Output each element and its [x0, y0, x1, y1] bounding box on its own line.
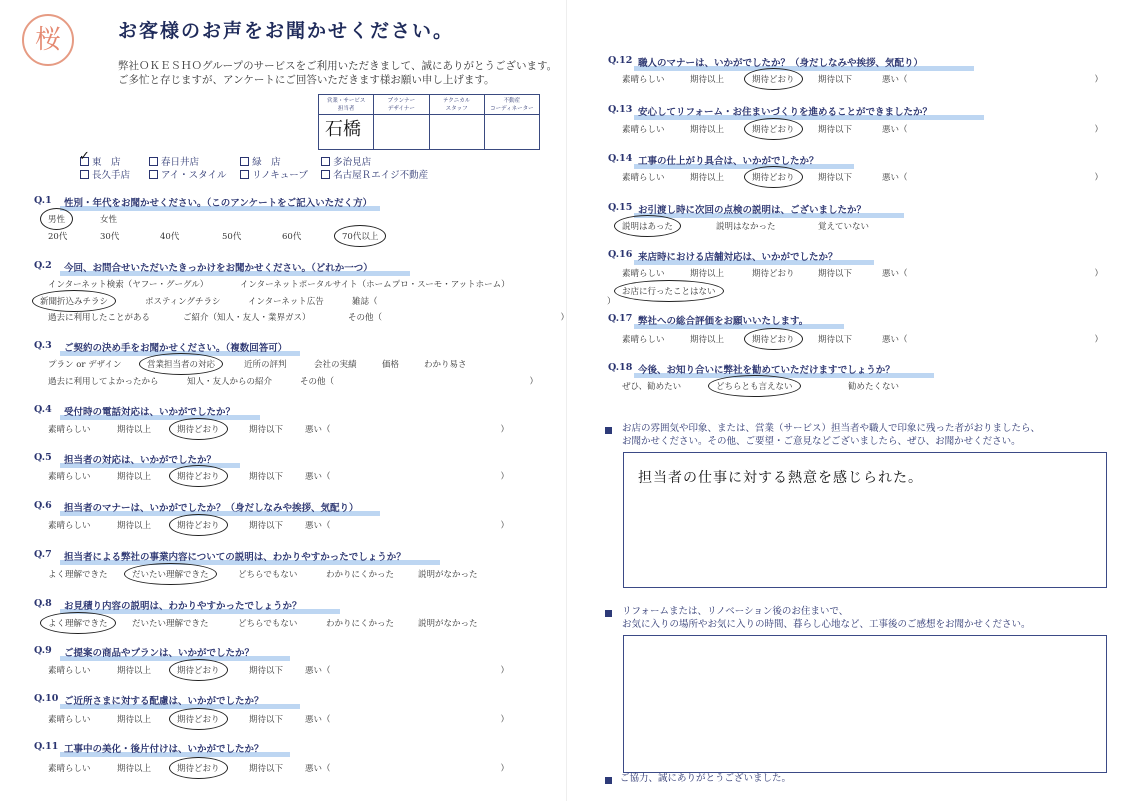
question-number: Q.18 — [608, 362, 633, 373]
answer-option[interactable]: 期待以下 — [818, 75, 853, 85]
page-title: お客様のお声をお聞かせください。 — [118, 20, 455, 42]
store-label: 東 店 — [92, 157, 121, 168]
answer-option[interactable]: 悪い（ ） — [882, 269, 1104, 279]
answer-option[interactable]: わかり易さ — [424, 360, 467, 370]
answer-option[interactable]: 60代 — [282, 232, 302, 242]
free2-prompt-1: リフォームまたは、リノベーション後のお住まいで、 — [622, 606, 849, 617]
answer-option[interactable]: ポスティングチラシ — [145, 297, 221, 307]
answer-option[interactable]: 期待どおり — [752, 75, 795, 85]
answer-option[interactable]: 覚えていない — [818, 222, 870, 232]
answer-option[interactable]: 説明はなかった — [716, 222, 776, 232]
free2-answer-box[interactable] — [623, 635, 1107, 773]
answer-option[interactable]: 期待どおり — [752, 335, 795, 345]
answer-option[interactable]: 期待以下 — [818, 125, 853, 135]
answer-option[interactable]: インターネット検索（ヤフー・グーグル） — [48, 280, 209, 290]
answer-selected-circle-icon — [334, 225, 386, 247]
question-number: Q.5 — [34, 452, 52, 463]
store-option[interactable] — [149, 154, 229, 168]
answer-option[interactable]: 悪い（ ） — [305, 425, 510, 435]
answer-option[interactable]: 期待どおり — [752, 173, 795, 183]
answer-option[interactable]: 悪い（ ） — [305, 715, 510, 725]
answer-option[interactable]: 期待以上 — [117, 425, 152, 435]
answer-option[interactable]: 期待どおり — [177, 764, 220, 774]
answer-option[interactable]: 素晴らしい — [48, 764, 91, 774]
free1-answer-box[interactable] — [623, 452, 1107, 588]
answer-option[interactable]: 素晴らしい — [622, 269, 665, 279]
answer-option[interactable]: 過去に利用してよかったから — [48, 377, 159, 387]
store-option[interactable] — [321, 154, 371, 168]
staff-header: 営業・サービス 担当者 — [319, 95, 373, 115]
answer-option[interactable]: 素晴らしい — [48, 715, 91, 725]
answer-option[interactable]: 悪い（ ） — [305, 764, 510, 774]
question-text: 今回、お問合せいただいたきっかけをお聞かせください。（どれか一つ） — [64, 263, 373, 274]
question-number: Q.3 — [34, 340, 52, 351]
staff-realestate-field[interactable] — [485, 115, 539, 149]
answer-option[interactable]: わかりにくかった — [326, 570, 395, 580]
answer-option[interactable]: 30代 — [100, 232, 120, 242]
checkbox-checked-icon[interactable] — [80, 157, 89, 166]
store-option[interactable] — [321, 167, 428, 181]
question-number: Q.9 — [34, 645, 52, 656]
answer-selected-circle-icon — [169, 514, 228, 536]
answer-selected-circle-icon — [169, 418, 228, 440]
answer-option[interactable]: 期待以上 — [117, 715, 152, 725]
answer-selected-circle-icon — [139, 353, 223, 375]
question-text: ご提案の商品やプランは、いかがでしたか？ — [64, 648, 255, 659]
intro-line-2: ご多忙と存じますが、アンケートにご回答いただきます様お願い申し上げます。 — [118, 74, 495, 86]
question-text: 工事中の美化・後片付けは、いかがでしたか？ — [64, 744, 264, 755]
free1-prompt-2: お聞かせください。その他、ご要望・ご意見などございましたら、ぜひ、お聞かせください。 — [622, 436, 1021, 447]
question-text: 弊社への総合評価をお願いいたします。 — [638, 316, 809, 327]
answer-option[interactable]: 素晴らしい — [622, 125, 665, 135]
answer-option[interactable]: インターネットポータルサイト（ホームプロ・スーモ・アットホーム） — [240, 280, 510, 290]
question-text: 工事の仕上がり具合は、いかがでしたか？ — [638, 156, 819, 167]
answer-selected-circle-icon — [744, 118, 803, 140]
question-number: Q.6 — [34, 500, 52, 511]
answer-option[interactable]: 悪い（ ） — [882, 173, 1104, 183]
question-number: Q.8 — [34, 598, 52, 609]
answer-selected-circle-icon — [744, 68, 803, 90]
free1-answer-text: 担当者の仕事に対する熱意を感じられた。 — [638, 470, 923, 486]
store-option[interactable] — [80, 167, 138, 181]
store-row-1 — [80, 154, 379, 168]
answer-option[interactable]: 期待どおり — [752, 125, 795, 135]
answer-option[interactable]: 期待以下 — [249, 666, 284, 676]
answer-option[interactable]: 悪い（ ） — [882, 75, 1104, 85]
staff-technical-field[interactable] — [430, 115, 484, 149]
question-number: Q.13 — [608, 104, 633, 115]
answer-option[interactable]: 期待以上 — [690, 173, 725, 183]
answer-option[interactable]: 20代 — [48, 232, 68, 242]
answer-option[interactable]: 悪い（ ） — [882, 335, 1104, 345]
staff-header: 不動産 コーディネーター — [485, 95, 539, 115]
answer-option[interactable]: 悪い（ ） — [882, 125, 1104, 135]
answer-option[interactable]: 悪い（ ） — [305, 472, 510, 482]
staff-header: プランナー デザイナー — [374, 95, 428, 115]
answer-option[interactable]: 素晴らしい — [48, 521, 91, 531]
free1-prompt-1: お店の雰囲気や印象、または、営業（サービス）担当者や職人で印象に残った者がおりましたら、 — [622, 423, 1041, 434]
answer-option[interactable]: 期待以上 — [690, 335, 725, 345]
answer-option[interactable]: 期待どおり — [177, 521, 220, 531]
answer-option[interactable]: インターネット広告 — [248, 297, 324, 307]
question-text: お見積り内容の説明は、わかりやすかったでしょうか？ — [64, 601, 302, 612]
answer-selected-circle-icon — [708, 375, 801, 397]
checkbox-icon[interactable] — [240, 170, 249, 179]
question-text: 性別・年代をお聞かせください。（このアンケートをご記入いただく方） — [64, 198, 373, 209]
answer-option[interactable]: どちらとも言えない — [716, 382, 793, 392]
question-number: Q.16 — [608, 249, 633, 260]
answer-selected-circle-icon — [124, 563, 217, 585]
square-bullet-icon — [605, 427, 612, 434]
store-label: 多治見店 — [333, 157, 372, 168]
answer-selected-circle-icon — [614, 215, 681, 237]
staff-table — [318, 94, 540, 150]
answer-option[interactable]: 素晴らしい — [48, 472, 91, 482]
store-option[interactable] — [149, 167, 229, 181]
staff-sales-signature[interactable]: 石橋 — [325, 119, 361, 140]
question-text: ご契約の決め手をお聞かせください。（複数回答可） — [64, 343, 288, 354]
staff-col-planner — [373, 95, 428, 149]
question-number: Q.17 — [608, 313, 633, 324]
answer-option[interactable]: 素晴らしい — [48, 425, 91, 435]
answer-option[interactable]: 期待以下 — [818, 269, 853, 279]
answer-option[interactable]: 会社の実績 — [314, 360, 357, 370]
answer-selected-circle-icon — [40, 612, 116, 634]
question-text: お引渡し時に次回の点検の説明は、ございましたか？ — [638, 205, 867, 216]
store-label: リノキューブ — [252, 170, 308, 181]
question-text: ご近所さまに対する配慮は、いかがでしたか？ — [64, 696, 264, 707]
staff-header: テクニカル スタッフ — [430, 95, 484, 115]
staff-col-technical — [429, 95, 484, 149]
question-text: 職人のマナーは、いかがでしたか？（身だしなみや挨拶、気配り） — [638, 58, 924, 69]
free2-prompt-2: お気に入りの場所やお気に入りの時間、暮らし心地など、工事後のご感想をお聞かせください。 — [622, 619, 1031, 630]
answer-option[interactable]: 期待以下 — [249, 521, 284, 531]
checkbox-icon[interactable] — [321, 170, 330, 179]
answer-option[interactable]: 期待以上 — [117, 666, 152, 676]
store-row-2 — [80, 167, 436, 181]
answer-option[interactable]: 素晴らしい — [48, 666, 91, 676]
answer-selected-circle-icon — [40, 208, 73, 230]
answer-selected-circle-icon — [169, 659, 228, 681]
answer-option[interactable]: 期待以上 — [117, 764, 152, 774]
answer-option[interactable]: 勧めたくない — [848, 382, 900, 392]
answer-option[interactable]: 期待以上 — [117, 521, 152, 531]
answer-option[interactable]: 価格 — [382, 360, 400, 370]
question-text: 今後、お知り合いに弊社を勧めていただけますでしょうか？ — [638, 365, 895, 376]
checkbox-icon[interactable] — [321, 157, 330, 166]
answer-option[interactable]: プラン or デザイン — [48, 360, 122, 370]
answer-option[interactable]: 営業担当者の対応 — [147, 360, 216, 370]
answer-option[interactable]: わかりにくかった — [326, 619, 395, 629]
answer-option[interactable]: ご紹介（知人・友人・業界ガス） — [183, 313, 311, 323]
answer-option[interactable]: 過去に利用したことがある — [48, 313, 151, 323]
answer-option[interactable]: よく理解できた — [48, 619, 108, 629]
answer-option[interactable]: 期待以下 — [249, 472, 284, 482]
answer-option[interactable]: 雑誌（ ） — [352, 297, 616, 307]
question-text: 担当者による弊社の事業内容についての説明は、わかりやすかったでしょうか？ — [64, 552, 406, 563]
answer-option[interactable]: 近所の評判 — [244, 360, 287, 370]
staff-col-realestate — [484, 95, 539, 149]
answer-option[interactable]: 期待どおり — [752, 269, 795, 279]
question-number: Q.7 — [34, 549, 52, 560]
answer-option[interactable]: 期待以上 — [690, 269, 725, 279]
question-number: Q.14 — [608, 153, 633, 164]
answer-option[interactable]: 素晴らしい — [622, 335, 665, 345]
answer-option[interactable]: 期待どおり — [177, 425, 220, 435]
answer-option[interactable]: だいたい理解できた — [132, 619, 209, 629]
store-label: 春日井店 — [161, 157, 200, 168]
answer-option[interactable]: ぜひ、勧めたい — [622, 382, 682, 392]
answer-option[interactable]: 期待以上 — [117, 472, 152, 482]
intro-line-1: 弊社ＯＫＥＳＨＯグループのサービスをご利用いただきまして、誠にありがとうございます。 — [118, 60, 558, 72]
staff-planner-field[interactable] — [374, 115, 428, 149]
answer-option[interactable]: 知人・友人からの紹介 — [187, 377, 273, 387]
answer-option[interactable]: 期待どおり — [177, 472, 220, 482]
company-seal: 桜 — [22, 14, 74, 66]
answer-option[interactable]: 女性 — [100, 215, 118, 225]
question-number: Q.11 — [34, 741, 59, 752]
answer-selected-circle-icon — [744, 166, 803, 188]
answer-option[interactable]: お店に行ったことはない — [622, 287, 716, 297]
answer-option[interactable]: 悪い（ ） — [305, 521, 510, 531]
checkbox-icon[interactable] — [149, 157, 158, 166]
answer-option[interactable]: 40代 — [160, 232, 180, 242]
answer-selected-circle-icon — [744, 328, 803, 350]
answer-option[interactable]: よく理解できた — [48, 570, 108, 580]
answer-option[interactable]: 説明はあった — [622, 222, 673, 232]
answer-selected-circle-icon — [169, 465, 228, 487]
question-number: Q.4 — [34, 404, 52, 415]
staff-col-sales — [319, 95, 373, 149]
store-label: アイ・スタイル — [161, 170, 227, 181]
answer-selected-circle-icon — [32, 290, 116, 312]
checkbox-icon[interactable] — [80, 170, 89, 179]
store-option[interactable] — [80, 154, 138, 168]
square-bullet-icon — [605, 610, 612, 617]
answer-option[interactable]: 期待以下 — [249, 425, 284, 435]
answer-option[interactable]: 期待以上 — [690, 125, 725, 135]
answer-option[interactable]: 50代 — [222, 232, 242, 242]
question-number: Q.15 — [608, 202, 633, 213]
question-number: Q.2 — [34, 260, 52, 271]
answer-option[interactable]: 期待どおり — [177, 715, 220, 725]
checkbox-icon[interactable] — [240, 157, 249, 166]
store-option[interactable] — [240, 154, 310, 168]
answer-option[interactable]: 期待以下 — [818, 335, 853, 345]
question-number: Q.1 — [34, 195, 52, 206]
answer-option[interactable]: 期待以下 — [249, 715, 284, 725]
store-label: 緑 店 — [252, 157, 281, 168]
answer-option[interactable]: 素晴らしい — [622, 173, 665, 183]
question-number: Q.10 — [34, 693, 59, 704]
answer-option[interactable]: 70代以上 — [342, 232, 379, 242]
answer-selected-circle-icon — [169, 708, 228, 730]
answer-option[interactable]: その他（ ） — [348, 313, 570, 323]
answer-option[interactable]: だいたい理解できた — [132, 570, 209, 580]
store-label: 長久手店 — [92, 170, 131, 181]
answer-option[interactable]: 男性 — [48, 215, 66, 225]
question-text: 担当者のマナーは、いかがでしたか？（身だしなみや挨拶、気配り） — [64, 503, 359, 514]
square-bullet-icon — [605, 777, 612, 784]
answer-option[interactable]: どちらでもない — [238, 570, 298, 580]
question-text: 受付時の電話対応は、いかがでしたか？ — [64, 407, 236, 418]
store-option[interactable] — [240, 167, 310, 181]
checkbox-icon[interactable] — [149, 170, 158, 179]
answer-option[interactable]: 素晴らしい — [622, 75, 665, 85]
answer-option[interactable]: 悪い（ ） — [305, 666, 510, 676]
answer-option[interactable]: 期待どおり — [177, 666, 220, 676]
question-text: 来店時における店舗対応は、いかがでしたか？ — [638, 252, 838, 263]
page-fold — [566, 0, 567, 801]
store-label: 名古屋Ｒエイジ不動産 — [333, 170, 429, 181]
question-text: 安心してリフォーム・お住まいづくりを進めることができましたか？ — [638, 107, 933, 118]
answer-option[interactable]: 説明がなかった — [418, 570, 478, 580]
answer-option[interactable]: 期待以下 — [818, 173, 853, 183]
answer-option[interactable]: 新聞折込みチラシ — [40, 297, 109, 307]
question-number: Q.12 — [608, 55, 633, 66]
answer-selected-circle-icon — [614, 280, 724, 302]
answer-selected-circle-icon — [169, 757, 228, 779]
answer-option[interactable]: 期待以下 — [249, 764, 284, 774]
answer-option[interactable]: その他（ ） — [300, 377, 539, 387]
answer-option[interactable]: 説明がなかった — [418, 619, 478, 629]
answer-option[interactable]: どちらでもない — [238, 619, 298, 629]
footer-thanks: ご協力、誠にありがとうございました。 — [620, 773, 792, 784]
question-text: 担当者の対応は、いかがでしたか？ — [64, 455, 217, 466]
answer-option[interactable]: 期待以上 — [690, 75, 725, 85]
